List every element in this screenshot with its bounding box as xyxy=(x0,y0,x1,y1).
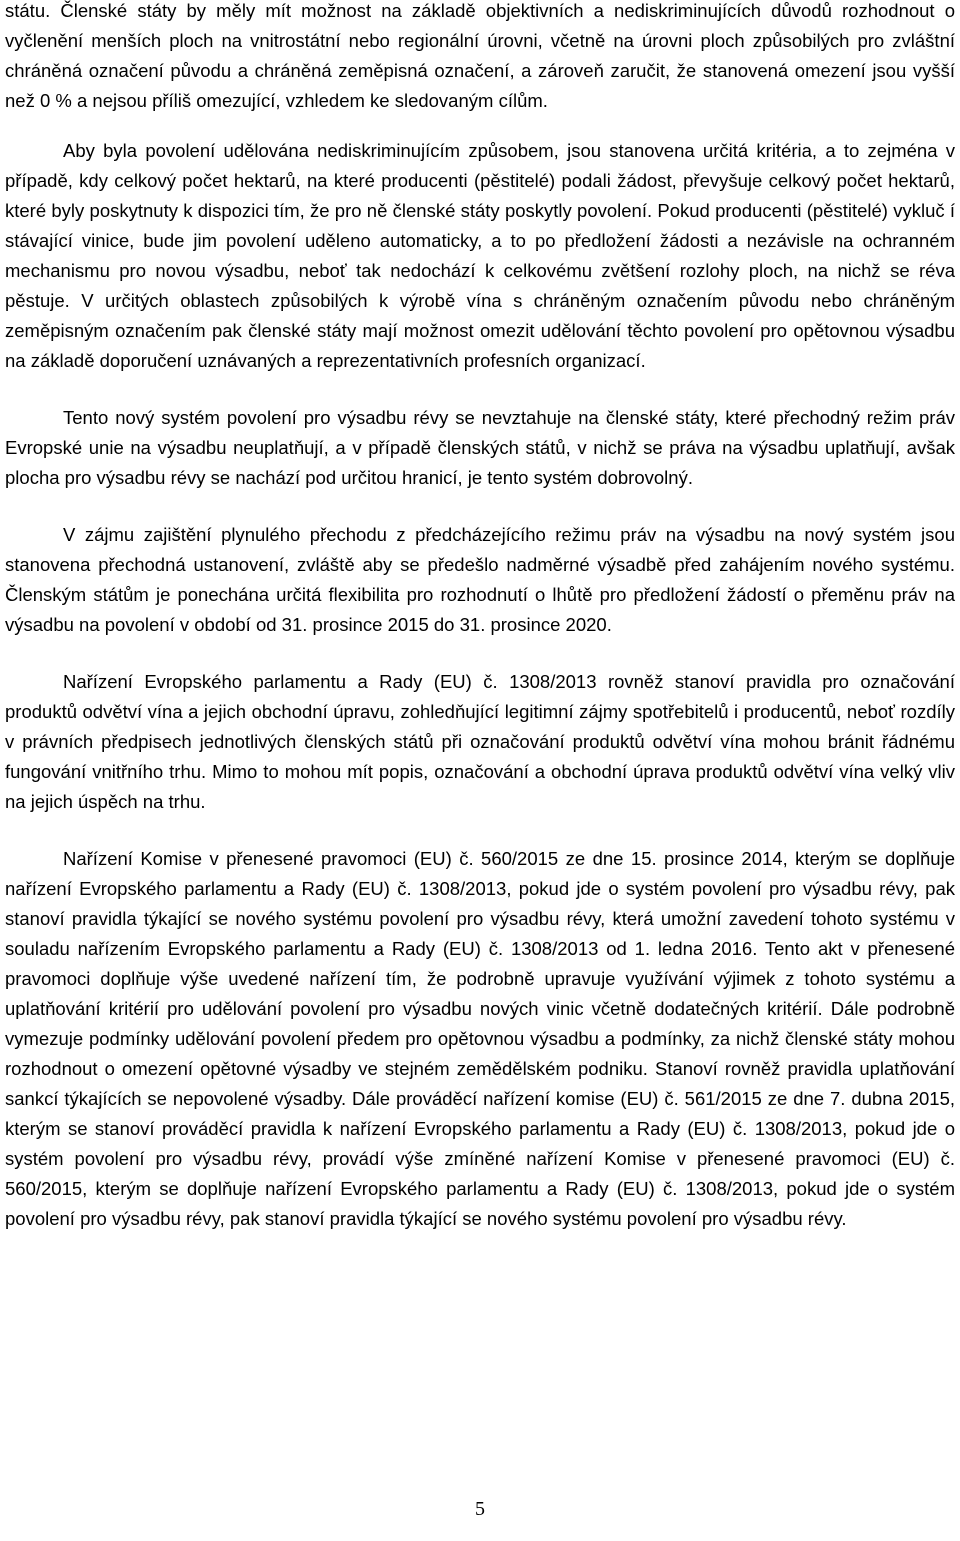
paragraph-new-system-scope: Tento nový systém povolení pro výsadbu révy se nevztahuje na členské státy, které přechodný režim práv Evropské unie na výsadbu neuplatňují, a v případě členských států, v nichž se práva na výsadbu uplatňují, avšak plocha pro výsadbu révy se nachází pod určitou hranicí, je tento systém dobrovolný. xyxy=(5,407,955,488)
paragraph-delegated-regulation: Nařízení Komise v přenesené pravomoci (EU) č. 560/2015 ze dne 15. prosince 2014, kterým se doplňuje nařízení Evropského parlamentu a Rady (EU) č. 1308/2013, pokud jde o systém povolení pro výsadbu révy, pak stanoví pravidla týkající se nového systému povolení pro výsadbu révy, která umožní zavedení tohoto systému v souladu nařízením Evropského parlamentu a Rady (EU) č. 1308/2013 od 1. ledna 2016. Tento akt v přenesené pravomoci doplňuje výše uvedené nařízení tím, že podrobně upravuje využívání výjimek z tohoto systému a uplatňování kritérií pro udělování povolení pro výsadbu nových vinic včetně dodatečných kritérií. Dále podrobně vymezuje podmínky udělování povolení předem pro opětovnou výsadbu a podmínky, za nichž členské státy mohou rozhodnout o omezení opětovné výsadby ve stejném zemědělském podniku. Stanoví rovněž pravidla uplatňování sankcí týkajících se nepovolené výsadby. Dále prováděcí nařízení komise (EU) č. 561/2015 ze dne 7. dubna 2015, kterým se stanoví prováděcí pravidla k nařízení Evropského parlamentu a Rady (EU) č. 1308/2013, pokud jde o systém povolení pro výsadbu révy, provádí výše zmíněné nařízení Komise v přenesené pravomoci (EU) č. 560/2015, kterým se doplňuje nařízení Evropského parlamentu a Rady (EU) č. 1308/2013, pokud jde o systém povolení pro výsadbu révy, pak stanoví pravidla týkající se nového systému povolení pro výsadbu révy. xyxy=(5,848,955,1229)
paragraph-continuation: státu. Členské státy by měly mít možnost na základě objektivních a nediskriminujících důvodů rozhodnout o vyčlenění menších ploch na vnitrostátní nebo regionální úrovni, včetně na úrovni ploch způsobilých pro zvláštní chráněná označení původu a chráněná zeměpisná označení, a zároveň zaručit, že stanovená omezení jsou vyšší než 0 % a nejsou příliš omezující, vzhledem ke sledovaným cílům. xyxy=(5,0,955,111)
paragraph-labelling-rules: Nařízení Evropského parlamentu a Rady (EU) č. 1308/2013 rovněž stanoví pravidla pro označování produktů odvětví vína a jejich obchodní úpravu, zohledňující legitimní zájmy spotřebitelů i producentů, neboť rozdíly v právních předpisech jednotlivých členských států při označování produktů odvětví vína mohou bránit řádnému fungování vnitřního trhu. Mimo to mohou mít popis, označování a obchodní úprava produktů odvětví vína velký vliv na jejich úspěch na trhu. xyxy=(5,671,955,812)
paragraph-transition: V zájmu zajištění plynulého přechodu z předcházejícího režimu práv na výsadbu na nový systém jsou stanovena přechodná ustanovení, zvláště aby se předešlo nadměrné výsadbě před zahájením nového systému. Členským státům je ponechána určitá flexibilita pro rozhodnutí o lhůtě pro předložení žádostí o přeměnu práv na výsadbu na povolení v období od 31. prosince 2015 do 31. prosince 2020. xyxy=(5,524,955,635)
page-number: 5 xyxy=(475,1498,485,1520)
document-page xyxy=(5,0,955,1234)
paragraph-permit-criteria: Aby byla povolení udělována nediskriminujícím způsobem, jsou stanovena určitá kritéria, a to zejména v případě, kdy celkový počet hektarů, na které producenti (pěstitelé) podali žádost, převyšuje celkový počet hektarů, které byly poskytnuty k dispozici tím, že pro ně členské státy poskytly povolení. Pokud producenti (pěstitelé) vykluč í stávající vinice, bude jim povolení uděleno automaticky, a to po předložení žádosti a nezávisle na ochranném mechanismu pro novou výsadbu, neboť tak nedochází k celkovému zvětšení rozlohy ploch, na nichž se réva pěstuje. V určitých oblastech způsobilých k výrobě vína s chráněným označením původu nebo chráněným zeměpisným označením pak členské státy mají možnost omezit udělování těchto povolení pro opětovnou výsadbu na základě doporučení uznávaných a reprezentativních profesních organizací. xyxy=(5,140,955,371)
